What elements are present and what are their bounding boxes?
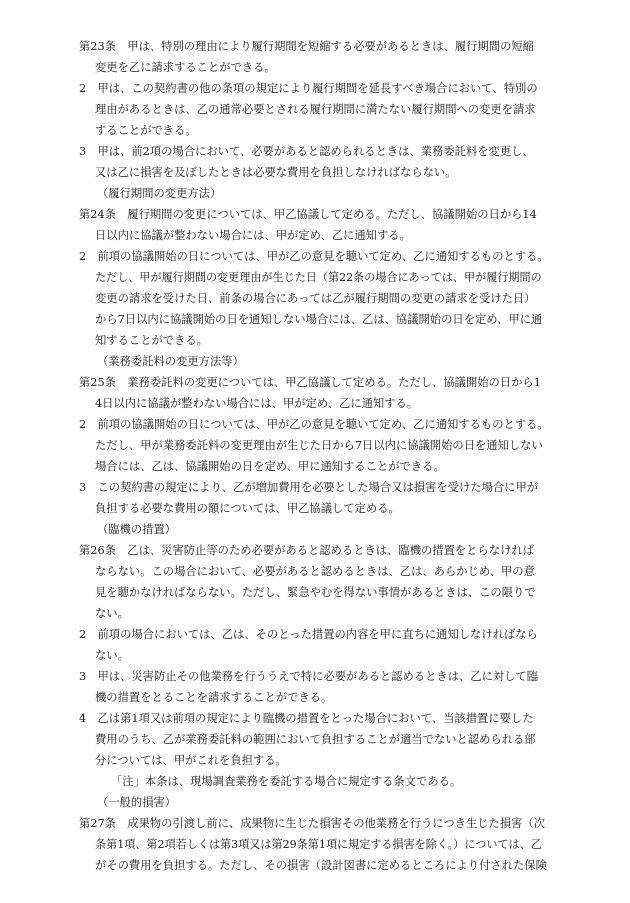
section-heading: （業務委託料の変更方法等） bbox=[97, 355, 244, 368]
text-line: ない。 bbox=[95, 607, 129, 620]
note-line: 「注」本条は、現場調査業務を委託する場合に規定する条文である。 bbox=[111, 775, 462, 788]
text-line: 変更の請求を受けた日、前条の場合にあっては乙が履行期間の変更の請求を受けた日） bbox=[95, 292, 536, 305]
text-line: 第26条 乙は、災害防止等のため必要があると認めるときは、臨機の措置をとらなければ bbox=[79, 544, 534, 557]
text-line: 見を聴かなければならない。ただし、緊急やむを得ない事情があるときは、この限りで bbox=[95, 586, 536, 599]
text-line: 又は乙に損害を及ぼしたときは必要な費用を負担しなければならない。 bbox=[95, 166, 457, 179]
text-line: 第27条 成果物の引渡し前に、成果物に生じた損害その他業務を行うにつき生じた損害（次 bbox=[79, 817, 546, 830]
text-line: 費用のうち、乙が業務委託料の範囲において負担することが適当でないと認められる部 bbox=[95, 733, 536, 746]
text-line: 変更を乙に請求することができる。 bbox=[95, 61, 276, 74]
text-line: 理由があるときは、乙の通常必要とされる履行期間に満たない履行期間への変更を請求 bbox=[95, 103, 536, 116]
text-line: 4 乙は第1項又は前項の規定により臨機の措置をとった場合において、当該措置に要した bbox=[79, 712, 534, 725]
section-heading: （臨機の措置） bbox=[97, 523, 177, 536]
section-heading: （一般的損害） bbox=[97, 796, 177, 809]
text-line: ただし、甲が業務委託料の変更理由が生じた日から7日以内に協議開始の日を通知しない bbox=[95, 439, 543, 452]
text-line: 2 甲は、この契約書の他の条項の規定により履行期間を延長すべき場合において、特別の bbox=[79, 82, 538, 95]
text-line: 3 この契約書の規定により、乙が増加費用を必要とした場合又は損害を受けた場合に甲が bbox=[79, 481, 539, 494]
text-line: 2 前項の場合においては、乙は、そのとった措置の内容を甲に直ちに通知しなければなら bbox=[79, 628, 538, 641]
text-line: 機の措置をとることを請求することができる。 bbox=[95, 691, 333, 704]
text-line: ならない。この場合において、必要があると認めるときは、乙は、あらかじめ、甲の意 bbox=[95, 565, 535, 578]
text-line: 条第1項、第2項若しくは第3項又は第29条第1項に規定する損害を除く。）については、乙 bbox=[95, 838, 542, 851]
text-line: 4日以内に協議が整わない場合には、甲が定め、乙に通知する。 bbox=[95, 397, 419, 410]
text-line: 2 前項の協議開始の日については、甲が乙の意見を聴いて定め、乙に通知するものとする。 bbox=[79, 250, 549, 263]
text-line: 3 甲は、前2項の場合において、必要があると認められるときは、業務委託料を変更し、 bbox=[79, 145, 534, 158]
text-line: 知することができる。 bbox=[95, 334, 208, 347]
text-line: 2 前項の協議開始の日については、甲が乙の意見を聴いて定め、乙に通知するものとする。 bbox=[79, 418, 549, 431]
text-line: 場合には、乙は、協議開始の日を定め、甲に通知することができる。 bbox=[95, 460, 445, 473]
text-line: 第25条 業務委託料の変更については、甲乙協議して定める。ただし、協議開始の日から1 bbox=[79, 376, 541, 389]
text-line: することができる。 bbox=[95, 124, 197, 137]
text-line: 第24条 履行期間の変更については、甲乙協議して定める。ただし、協議開始の日から14 bbox=[79, 208, 537, 221]
text-line: ない。 bbox=[95, 649, 129, 662]
section-heading: （履行期間の変更方法） bbox=[97, 187, 222, 200]
text-line: 日以内に協議が整わない場合には、甲が定め、乙に通知する。 bbox=[95, 229, 411, 242]
text-line: 分については、甲がこれを負担する。 bbox=[95, 754, 287, 767]
text-line: 3 甲は、災害防止その他業務を行ううえで特に必要があると認めるときは、乙に対して臨 bbox=[79, 670, 539, 683]
text-line: から7日以内に協議開始の日を通知しない場合には、乙は、協議開始の日を定め、甲に通 bbox=[95, 313, 543, 326]
text-line: 第23条 甲は、特別の理由により履行期間を短縮する必要があるときは、履行期間の短縮 bbox=[79, 40, 534, 53]
text-line: がその費用を負担する。ただし、その損害（設計図書に定めるところにより付された保険 bbox=[95, 859, 547, 872]
text-line: 負担する必要な費用の額については、甲乙協議して定める。 bbox=[95, 502, 400, 515]
text-line: ただし、甲が履行期間の変更理由が生じた日（第22条の場合にあっては、甲が履行期間の bbox=[95, 271, 542, 284]
